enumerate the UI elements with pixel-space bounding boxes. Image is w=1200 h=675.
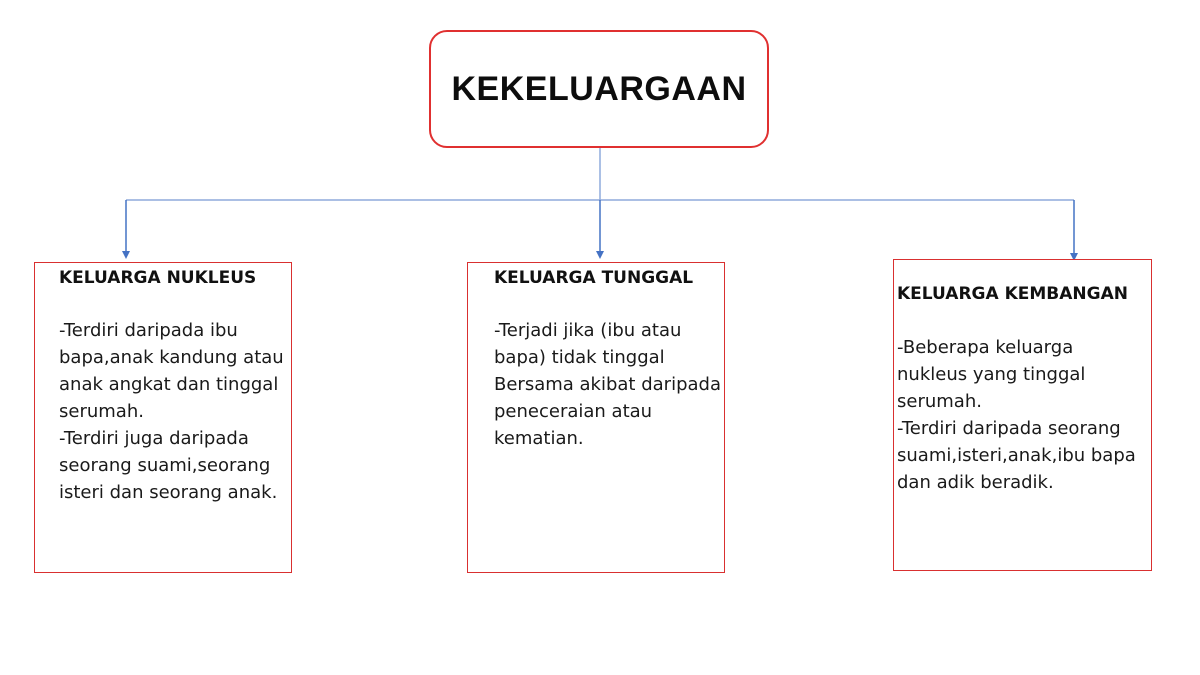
node-line: bapa,anak kandung atau bbox=[59, 347, 284, 368]
node-line: serumah. bbox=[59, 401, 144, 422]
node-line: -Beberapa keluarga bbox=[897, 337, 1074, 358]
node-line: -Terdiri daripada seorang bbox=[897, 418, 1121, 439]
node-line: -Terjadi jika (ibu atau bbox=[494, 320, 682, 341]
root-title: KEKELUARGAAN bbox=[451, 69, 747, 108]
node-description bbox=[494, 317, 721, 452]
node-line: seorang suami,seorang bbox=[59, 455, 271, 476]
node-line: serumah. bbox=[897, 391, 982, 412]
node-line: anak angkat dan tinggal bbox=[59, 374, 279, 395]
node-heading: KELUARGA KEMBANGAN bbox=[897, 284, 1128, 304]
node-line: suami,isteri,anak,ibu bapa bbox=[897, 445, 1136, 466]
root-node bbox=[429, 30, 769, 148]
node-keluarga-kembangan bbox=[893, 259, 1152, 571]
node-line: -Terdiri juga daripada bbox=[59, 428, 249, 449]
node-description bbox=[59, 317, 284, 506]
node-keluarga-nukleus bbox=[34, 262, 292, 573]
node-line: dan adik beradik. bbox=[897, 472, 1054, 493]
node-line: -Terdiri daripada ibu bbox=[59, 320, 238, 341]
node-line: isteri dan seorang anak. bbox=[59, 482, 278, 503]
node-line: nukleus yang tinggal bbox=[897, 364, 1086, 385]
node-keluarga-tunggal bbox=[467, 262, 725, 573]
node-line: kematian. bbox=[494, 428, 584, 449]
node-heading: KELUARGA NUKLEUS bbox=[59, 268, 257, 288]
node-line: bapa) tidak tinggal bbox=[494, 347, 665, 368]
node-heading: KELUARGA TUNGGAL bbox=[494, 268, 694, 288]
node-description bbox=[897, 334, 1136, 496]
node-line: peneceraian atau bbox=[494, 401, 653, 422]
node-line: Bersama akibat daripada bbox=[494, 374, 721, 395]
